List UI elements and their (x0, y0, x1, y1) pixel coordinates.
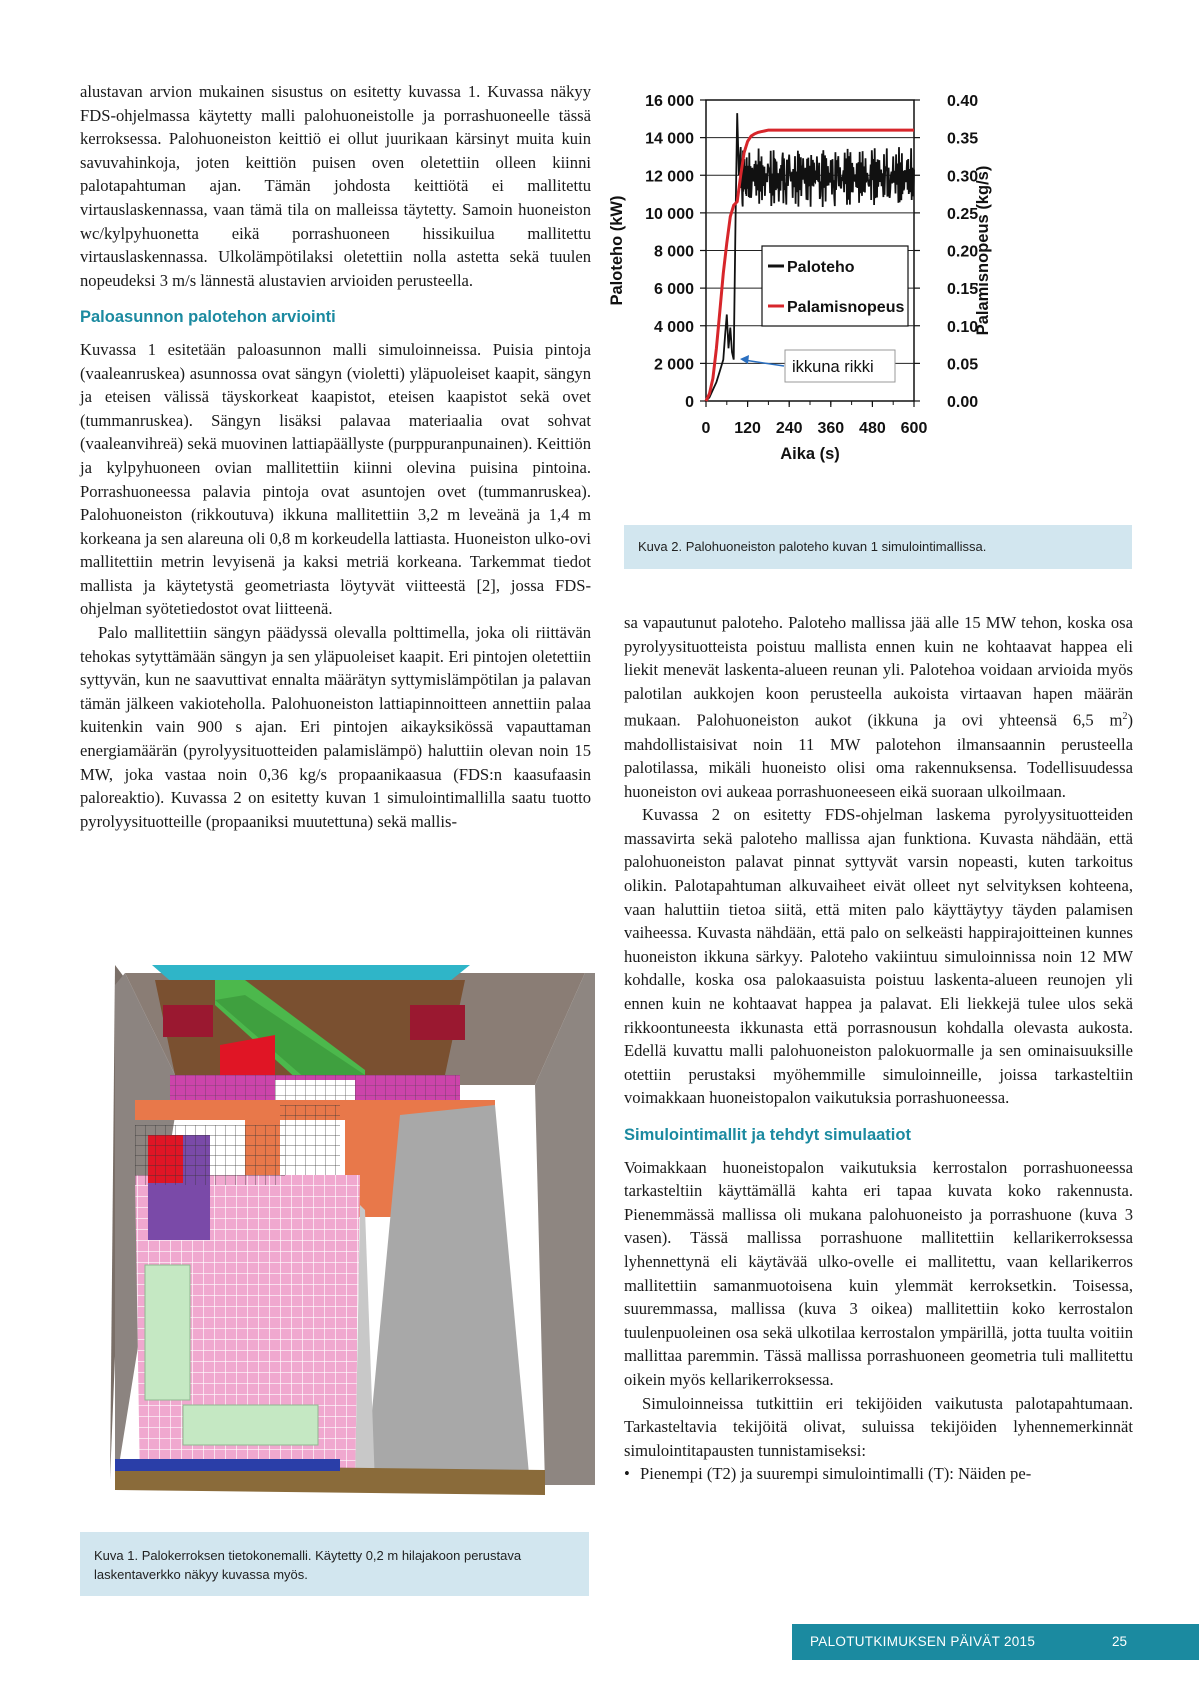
y-tick-label: 14 000 (645, 130, 694, 148)
figure-2-caption: Kuva 2. Palohuoneiston paloteho kuvan 1 simulointimallissa. (624, 525, 1132, 569)
legend-label-paloteho: Paloteho (787, 259, 855, 276)
annotation-arrowhead (740, 355, 749, 364)
paragraph: alustavan arvion mukainen sisustus on esitetty kuvassa 1. Kuvassa näkyy FDS-ohjelmassa käytetty malli palohuoneistolle ja porrashuoneelle tässä kerroksessa. Palohuoneiston keittiö ei ollut juurikaan kärsinyt muita kuin savuvahinkoja, joten keittiön puisen oven oletettiin olleen kiinni palotapahtuman ajan. Tämän johdosta keittiötä ei mallitettu virtauslaskennassa, vaan tämä tila on malleissa täytetty. Samoin huoneiston wc/kylpyhuonetta eikä porrashuoneen hissikuilua mallitettu virtauslaskennassa. Ulkolämpötilaksi oletettiin nolla astetta sekä tuulen nopeudeksi 3 m/s lännestä alustavien arvioiden perusteella. (80, 82, 591, 290)
y-tick-label: 0 (685, 394, 694, 411)
grid-overlay (135, 1125, 285, 1185)
y2-tick-label: 0.10 (947, 318, 979, 336)
y-tick-label: 8 000 (653, 243, 694, 261)
section-heading: Paloasunnon palotehon arviointi (80, 308, 336, 327)
y-tick-label: 4 000 (653, 318, 694, 336)
y2-tick-label: 0.35 (947, 130, 979, 148)
y2-tick-label: 0.40 (947, 93, 979, 110)
paragraph-text: sa vapautunut paloteho. Paloteho mallissa jää alle 15 MW tehon, koska osa pyrolyysituotteista poistuu mallista ennen kuin ne kohtaavat happea eli liekit menevät laskenta-alueen reunan yli. Palotehoa voidaan arvioida myös palotilan aukkojen koon perusteella aukoista virtaavan hapen määrän mukaan. Palohuoneiston aukot (ikkuna ja ovi yhteensä 6,5 m (624, 613, 1133, 730)
x-tick-label: 480 (859, 420, 886, 437)
y2-tick-label: 0.30 (947, 168, 979, 186)
paragraph (624, 611, 1133, 803)
footer-title: PALOTUTKIMUKSEN PÄIVÄT 2015 (810, 1634, 1036, 1649)
figure-1-model-render (115, 965, 595, 1505)
y-axis-label: Paloteho (kW) (608, 195, 626, 306)
sofa (183, 1405, 318, 1445)
blue-window (115, 1459, 340, 1471)
y2-tick-label: 0.15 (947, 281, 979, 299)
footer-bar (792, 1624, 1199, 1660)
y2-tick-label: 0.05 (947, 356, 979, 374)
paragraph: Palo mallitettiin sängyn päädyssä olevalla polttimella, joka oli riittävän tehokas sytyttämään sängyn ja sen yläpuoleiset kaapit. Eri pintojen oletettiin syttyvän, kun ne saavuttivat ennalta määrätyn syttymislämpötilan ja palavan tämän jälkeen vakioteholla. Palohuoneiston lattiapinnoitteen annettiin palaa kuitenkin vain 900 s ajan. Eri pintojen aikayksikössä vapauttaman energiamäärän (pyrolyysituotteiden palamislämpö) haluttiin olevan noin 15 MW, joka vastaa noin 0,36 kg/s propaanikaasua (FDS:n kaasufaasin paloreaktio). Kuvassa 2 on esitetty kuvan 1 simulointimallilla saatu tuotto pyrolyysituotteille (propaaniksi muutettuna) sekä mallis- (80, 623, 591, 831)
y-tick-label: 12 000 (645, 168, 694, 186)
paragraph: Kuvassa 1 esitetään paloasunnon malli simuloinneissa. Puisia pintoja (vaaleanruskea) asunnossa ovat sängyn (violetti) yläpuoleiset kaapit, sängyn ja eteisen välissä täyskorkeat kaapistot, eteisen kaapistot sekä ovet (tummanruskea). Sängyn lisäksi palavaa materiaalia ovat sohvat (vaaleanvihreä) sekä muovinen lattiapäällyste (purppuranpunainen). Keittiön ja kylpyhuoneen ovian mallitettiin kiinni olevina puisina pintoina. Porrashuoneessa palavia pintoja ovat asuntojen ovet (tummanruskea). Palohuoneiston (rikkoutuva) ikkuna mallitettiin 3,2 m leveänä ja 1,4 m korkeana ja sen alareuna oli 0,8 m korkeudella lattiasta. Huoneiston ulko-ovi mallitettiin metrin levyisenä ja kaksi metriä korkeana. Tarkemmat tiedot mallista ja käytetystä geometriasta löytyvät viitteestä [2], jossa FDS-ohjelman syötetiedostot ovat liitteenä. (80, 339, 591, 619)
annotation-label: ikkuna rikki (792, 358, 874, 376)
x-tick-label: 600 (900, 420, 928, 437)
x-axis-label: Aika (s) (780, 445, 840, 463)
figure-1-caption: Kuva 1. Palokerroksen tietokonemalli. Käytetty 0,2 m hilajakoon perustava laskentaverkko näkyy kuvassa myös. (80, 1532, 589, 1596)
x-tick-label: 360 (817, 420, 845, 437)
paragraph: Kuvassa 2 on esitetty FDS-ohjelman laskema pyrolyysituotteiden massavirta sekä paloteho mallissa ajan funktiona. Kuvasta nähdään, että palohuoneiston palavat pinnat syttyvät varsin nopeasti, kuten tarkoitus olikin. Palotapahtuman alkuvaiheet eivät olleet nyt selvityksen kohteena, vaan haluttiin tietoa siitä, että miten palo käyttäytyy täyden palamisen vaiheessa. Kuvasta nähdään, että palo on selkeästi happirajoitteinen kunnes huoneiston ikkuna särkyy. Paloteho vakiintuu simuloinnissa noin 12 MW kohdalle, koska osa palokaasuista poistuu laskenta-alueen reunojen yli ennen kuin ne kohtaavat happea ja palavat. Eli liekkejä tulee ulos sekä rikkoontuneesta ikkunasta että porrasnousun kohdalla olevasta aukosta. Edellä kuvattu malli palohuoneiston palokuormalle ja sen ominaisuuksille otettiin perustaksi myöhemmille simuloinneille, joissa tarkasteltiin voimakkaan huoneistopalon vaikutuksia porrashuoneessa. (624, 805, 1133, 1108)
y2-tick-label: 0.00 (947, 394, 979, 411)
red-block (410, 1005, 465, 1040)
y2-tick-label: 0.20 (947, 243, 979, 261)
page-number: 25 (1112, 1634, 1128, 1649)
chart-svg (608, 88, 1080, 508)
right-column (624, 611, 1133, 1486)
red-block (163, 1005, 213, 1037)
list-item: • Pienempi (T2) ja suurempi simulointimalli (T): Näiden pe- (624, 1462, 1133, 1486)
building-model-svg (115, 965, 595, 1505)
sofa (145, 1265, 190, 1400)
y-tick-label: 2 000 (653, 356, 694, 374)
x-tick-label: 240 (775, 420, 803, 437)
paragraph: Voimakkaan huoneistopalon vaikutuksia kerrostalon porrashuoneessa tarkasteltiin käyttämällä kahta eri tapaa kuvata koko rakennusta. Pienemmässä mallissa oli mukana palohuoneisto ja porrashuone (kuva 3 vasen). Tässä mallissa porrashuone mallitettiin kellarikerroksessa lyhennettynä eli käytävää ulko-ovelle ei mallitettu, vaan kellarikerros mallitettiin samanmuotoisena kuin ylemmät kerroksetkin. Toisessa, suuremmassa, mallissa (kuva 3 oikea) mallitettiin koko kerrostalon tuulenpuoleinen osa sekä ulkotilaa kerrostalon ympärillä, jotta tuulta voitiin mallittaa paremmin. Tässä mallissa porrashuoneen geometria tuli mallitettu oikein myös kellarikerroksessa. (624, 1157, 1133, 1389)
y2-axis-label: Palamisnopeus (kg/s) (974, 165, 992, 336)
bullet-list (624, 1462, 1133, 1486)
x-tick-label: 120 (734, 420, 761, 437)
pink-floor (280, 1215, 355, 1295)
y-tick-label: 10 000 (645, 205, 694, 223)
paragraph: Simuloinneissa tutkittiin eri tekijöiden vaikutusta palotapahtumaan. Tarkasteltavia tekijöitä olivat, suluissa tekijöiden lyhennemerkinnät simulointitapausten tunnistamiseksi: (624, 1393, 1133, 1460)
superscript: 2 (1122, 711, 1128, 723)
y2-tick-label: 0.25 (947, 205, 979, 223)
y-tick-label: 6 000 (653, 281, 694, 299)
section-heading: Simulointimallit ja tehdyt simulaatiot (624, 1126, 911, 1144)
x-tick-label: 0 (701, 420, 711, 437)
left-column (80, 80, 591, 833)
landing (275, 1080, 355, 1100)
figure-2-chart (608, 88, 1080, 508)
legend-label-palamisnopeus: Palamisnopeus (787, 299, 905, 316)
y-tick-label: 16 000 (645, 93, 694, 110)
paragraph-text: ) mahdollistaisivat noin 11 MW palotehon ilmansaannin perusteella palotilassa, mikäli huoneisto olisi oma rakennuksensa. Todellisuudessa huoneiston ovi aukeaa porrashuoneeseen eikä suoraan ulkoilmaan. (624, 710, 1133, 801)
